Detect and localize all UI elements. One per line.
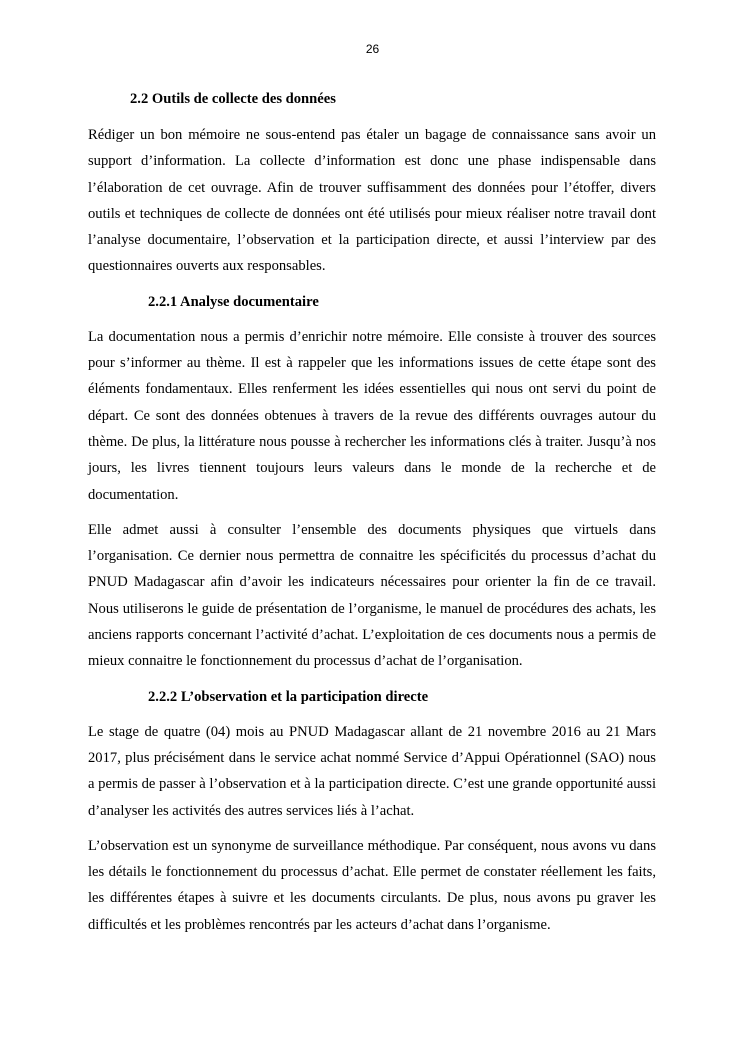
section-heading-2-2-1: 2.2.1 Analyse documentaire (148, 293, 319, 310)
page-number: 26 (365, 42, 380, 56)
paragraph: Elle admet aussi à consulter l’ensemble des documents physiques que virtuels dans l’organisation. Ce dernier nous permettra de connaitre les spécificités du processus d’achat du PNUD Madagascar afin d’avoir les indicateurs nécessaires pour orienter la fin de ce travail. Nous utiliserons le guide de présentation de l’organisme, le manuel de procédures des achats, les anciens rapports concernant l’activité d’achat. L’exploitation de ces documents nous a permis de mieux connaitre le fonctionnement du processus d’achat de l’organisation. (88, 521, 656, 670)
paragraph: L’observation est un synonyme de surveillance méthodique. Par conséquent, nous avons vu dans les détails le fonctionnement du processus d’achat. Elle permet de constater réellement les faits, les différentes étapes à suivre et les documents circulants. De plus, nous avons pu graver les difficultés et les problèmes rencontrés par les acteurs d’achat dans l’organisme. (88, 837, 656, 933)
page-content (88, 86, 656, 947)
paragraph: Le stage de quatre (04) mois au PNUD Madagascar allant de 21 novembre 2016 au 21 Mars 2017, plus précisément dans le service achat nommé Service d’Appui Opérationnel (SAO) nous a permis de passer à l’observation et à la participation directe. C’est une grande opportunité aussi d’analyser les activités des autres services liés à l’achat. (88, 723, 656, 819)
section-heading-2-2-2: 2.2.2 L’observation et la participation directe (148, 688, 429, 705)
section-heading-2-2: 2.2 Outils de collecte des données (130, 91, 336, 107)
paragraph: Rédiger un bon mémoire ne sous-entend pas étaler un bagage de connaissance sans avoir un support d’information. La collecte d’information est donc une phase indispensable dans l’élaboration de cet ouvrage. Afin de trouver suffisamment des données pour l’étoffer, divers outils et techniques de collecte de données ont été utilisés pour mieux réaliser notre travail dont l’analyse documentaire, l’observation et la participation directe, et aussi l’interview par des questionnaires ouverts aux responsables. (88, 127, 656, 275)
paragraph: La documentation nous a permis d’enrichir notre mémoire. Elle consiste à trouver des sources pour s’informer au thème. Il est à rappeler que les informations issues de cette étape sont des éléments fondamentaux. Elles renferment les idées essentielles qui nous ont servi du point de départ. Ce sont des données obtenues à travers de la revue des différents ouvrages autour du thème. De plus, la littérature nous pousse à rechercher les informations clés à traiter. Jusqu’à nos jours, les livres tiennent toujours leurs valeurs dans le monde de la recherche et de documentation. (88, 328, 656, 503)
